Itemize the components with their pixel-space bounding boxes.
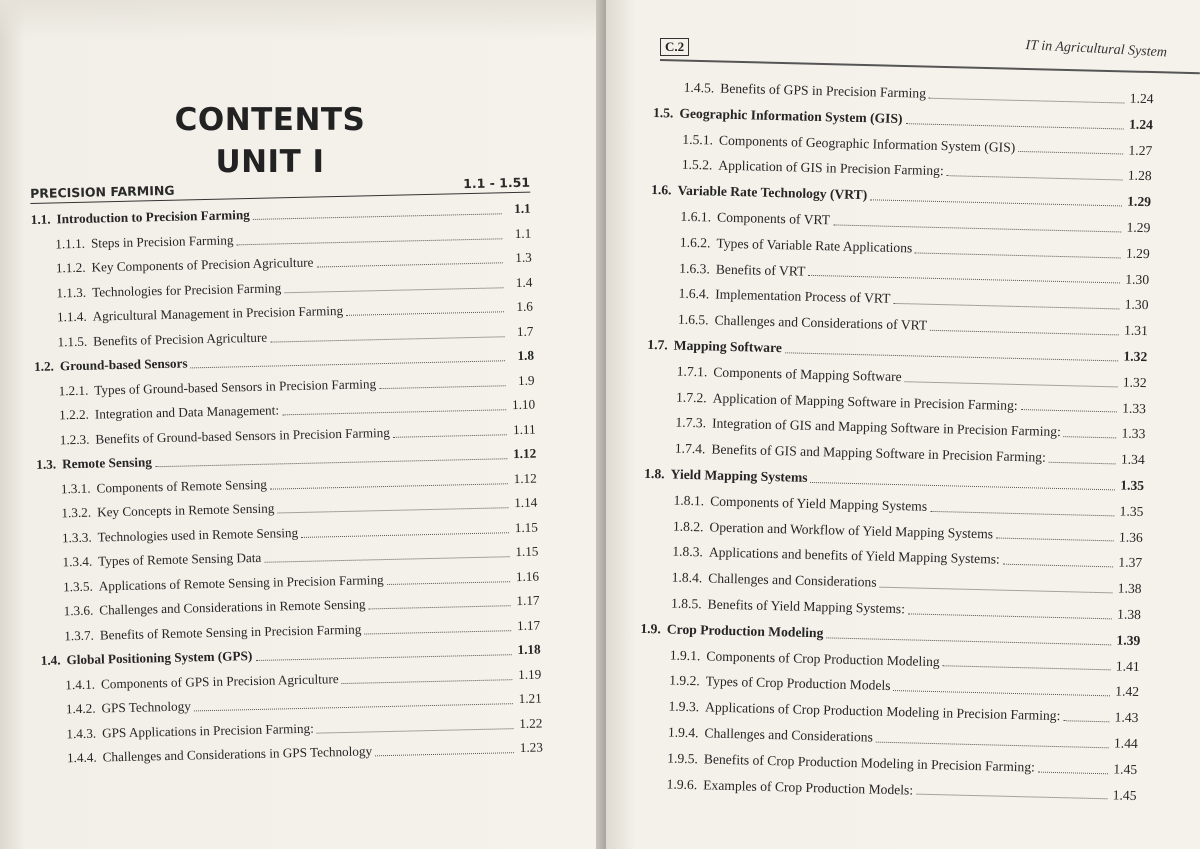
dot-leader [1021, 409, 1117, 413]
entry-title: Benefits of GPS in Precision Farming [720, 80, 927, 101]
entry-number: 1.3.7. [64, 627, 95, 643]
dot-leader [996, 537, 1114, 542]
entry-title: Implementation Process of VRT [715, 286, 891, 307]
entry-title: Crop Production Modeling [666, 621, 824, 641]
dot-leader [379, 384, 505, 389]
entry-title: Benefits of GIS and Mapping Software in Precision Farming: [711, 441, 1047, 465]
entry-page-number: 1.32 [1123, 348, 1148, 365]
entry-page-number: 1.3 [515, 249, 532, 266]
dot-leader [1064, 435, 1117, 438]
entry-title: Examples of Crop Production Models: [703, 776, 914, 798]
part-title: PRECISION FARMING [30, 182, 175, 201]
entry-title: Applications and benefits of Yield Mapping Systems: [708, 544, 1001, 567]
entry-number: 1.3.5. [62, 578, 93, 594]
dot-leader [810, 481, 1115, 490]
entry-number: 1.6.3. [679, 260, 711, 276]
entry-page-number: 1.38 [1116, 606, 1142, 622]
entry-page-number: 1.36 [1118, 529, 1144, 545]
dot-leader [194, 702, 513, 711]
dot-leader [284, 286, 503, 293]
entry-title: Applications of Remote Sensing in Precision Farming [98, 571, 384, 594]
entry-title: Components of Geographic Information System (GIS) [718, 132, 1016, 155]
dot-leader [375, 751, 514, 756]
unit-heading: UNIT I [215, 144, 325, 180]
entry-number: 1.7.1. [676, 363, 708, 380]
entry-page-number: 1.1 [513, 200, 531, 217]
entry-title: GPS Technology [101, 698, 192, 716]
entry-title: Mapping Software [673, 337, 783, 356]
entry-number: 1.9.2. [669, 672, 700, 689]
entry-page-number: 1.32 [1122, 374, 1147, 390]
entry-title: Technologies for Precision Farming [91, 279, 282, 300]
dot-leader [905, 380, 1118, 387]
entry-title: Types of Variable Rate Applications [716, 235, 913, 256]
entry-number: 1.5.1. [682, 131, 714, 148]
entry-page-number: 1.11 [512, 421, 536, 437]
entry-number: 1.5. [652, 104, 674, 121]
entry-title: Application of Mapping Software in Precision Farming: [712, 390, 1018, 413]
dot-leader [342, 678, 513, 684]
entry-page-number: 1.38 [1117, 580, 1142, 597]
dot-leader [905, 122, 1123, 129]
entry-number: 1.6.2. [679, 234, 711, 251]
dot-leader [191, 360, 506, 369]
entry-page-number: 1.17 [516, 617, 541, 633]
entry-title: Yield Mapping Systems [670, 466, 808, 485]
dot-leader [880, 586, 1113, 594]
entry-page-number: 1.29 [1127, 193, 1152, 210]
dot-leader [893, 302, 1119, 310]
entry-title: Global Positioning System (GPS) [66, 648, 253, 668]
entry-number: 1.4.1. [65, 676, 96, 692]
dot-leader [785, 351, 1118, 361]
entry-page-number: 1.6 [516, 298, 534, 314]
entry-title: Benefits of VRT [715, 261, 806, 279]
entry-number: 1.2.1. [58, 382, 89, 398]
entry-number: 1.9. [640, 620, 662, 637]
entry-title: Types of Ground-based Sensors in Precision Farming [94, 375, 377, 398]
entry-page-number: 1.1 [514, 225, 532, 241]
entry-page-number: 1.29 [1126, 219, 1151, 236]
entry-page-number: 1.15 [514, 519, 539, 535]
dot-leader [1018, 150, 1123, 155]
entry-number: 1.4.3. [66, 725, 97, 741]
entry-title: Challenges and Considerations in GPS Technology [102, 743, 373, 765]
entry-title: Components of Yield Mapping Systems [710, 493, 928, 514]
dot-leader [947, 174, 1123, 180]
entry-number: 1.8. [644, 465, 665, 482]
dot-leader [270, 335, 504, 342]
entry-page-number: 1.17 [516, 592, 540, 609]
entry-title: Components of Crop Production Modeling [706, 647, 940, 669]
dot-leader [255, 653, 511, 661]
dot-leader [346, 311, 504, 317]
entry-number: 1.6.4. [678, 286, 710, 302]
entry-number: 1.3.2. [61, 504, 92, 521]
dot-leader [826, 636, 1111, 645]
dot-leader [870, 198, 1122, 206]
contents-heading: CONTENTS [174, 102, 366, 138]
entry-title: Application of GIS in Precision Farming: [718, 157, 944, 179]
entry-page-number: 1.24 [1129, 90, 1154, 107]
entry-number: 1.1.3. [56, 284, 87, 300]
dot-leader [943, 665, 1111, 671]
dot-leader [1049, 461, 1116, 465]
entry-title: Integration and Data Management: [94, 402, 280, 422]
dot-leader [264, 555, 509, 563]
entry-page-number: 1.4 [515, 274, 533, 290]
dot-leader [237, 237, 503, 245]
dot-leader [317, 727, 514, 733]
entry-page-number: 1.44 [1113, 735, 1138, 751]
entry-page-number: 1.24 [1128, 116, 1154, 132]
running-head: IT in Agricultural System [1025, 38, 1168, 61]
entry-page-number: 1.29 [1125, 245, 1150, 261]
entry-number: 1.3.1. [60, 480, 91, 496]
dot-leader [364, 629, 511, 634]
entry-page-number: 1.10 [511, 396, 536, 413]
dot-leader [155, 457, 507, 467]
entry-title: Benefits of Precision Agriculture [93, 329, 268, 349]
entry-number: 1.6.5. [677, 311, 709, 328]
entry-title: Variable Rate Technology (VRT) [677, 182, 868, 203]
dot-leader [876, 740, 1109, 748]
entry-number: 1.3.6. [63, 602, 94, 619]
dot-leader [1003, 563, 1113, 568]
entry-title: Components of VRT [716, 209, 831, 228]
entry-page-number: 1.30 [1125, 271, 1150, 287]
page-tag: C.2 [660, 38, 689, 56]
entry-title: Ground-based Sensors [59, 355, 188, 374]
entry-title: Key Concepts in Remote Sensing [96, 500, 275, 520]
dot-leader [808, 274, 1120, 284]
entry-page-number: 1.31 [1123, 322, 1149, 339]
entry-number: 1.5.2. [681, 157, 713, 173]
dot-leader [893, 689, 1110, 696]
dot-leader [1063, 719, 1109, 722]
page-edge-shadow [0, 0, 606, 40]
entry-number: 1.7. [647, 336, 668, 353]
entry-page-number: 1.15 [515, 543, 539, 560]
entry-title: Components of GPS in Precision Agriculture [100, 670, 339, 692]
entry-number: 1.7.3. [675, 414, 707, 431]
entry-page-number: 1.34 [1120, 451, 1145, 468]
entry-page-number: 1.41 [1115, 657, 1140, 674]
entry-page-number: 1.45 [1113, 761, 1138, 777]
entry-page-number: 1.18 [517, 641, 541, 658]
entry-number: 1.9.1. [669, 647, 701, 663]
dot-leader [282, 409, 506, 416]
entry-number: 1.6.1. [680, 208, 712, 225]
dot-leader [317, 262, 503, 268]
entry-page-number: 1.27 [1128, 142, 1153, 158]
entry-title: Key Components of Precision Agriculture [91, 254, 314, 275]
entry-number: 1.3. [36, 456, 57, 472]
toc-list [30, 197, 543, 772]
entry-title: Challenges and Considerations of VRT [714, 312, 928, 333]
entry-title: Challenges and Considerations [708, 570, 877, 590]
entry-title: Types of Remote Sensing Data [98, 549, 262, 569]
dot-leader [915, 251, 1121, 258]
entry-number: 1.8.1. [673, 492, 705, 509]
entry-title: Geographic Information System (GIS) [679, 105, 903, 126]
entry-page-number: 1.21 [518, 690, 542, 707]
entry-number: 1.1.4. [56, 308, 87, 325]
entry-page-number: 1.22 [519, 715, 543, 731]
entry-page-number: 1.19 [517, 666, 542, 682]
entry-title: Components of Mapping Software [713, 364, 902, 384]
left-toc [30, 175, 543, 772]
entry-title: Introduction to Precision Farming [56, 207, 250, 227]
entry-number: 1.8.3. [672, 543, 704, 560]
entry-title: Benefits of Ground-based Sensors in Precision Farming [95, 424, 390, 447]
entry-number: 1.8.2. [672, 518, 704, 534]
dot-leader [930, 510, 1114, 517]
entry-page-number: 1.33 [1122, 400, 1147, 416]
entry-number: 1.9.6. [666, 776, 698, 792]
entry-number: 1.8.5. [670, 595, 702, 612]
entry-number: 1.4.2. [65, 700, 96, 717]
entry-page-number: 1.12 [512, 445, 537, 462]
entry-page-number: 1.23 [519, 739, 544, 756]
entry-title: Remote Sensing [61, 454, 152, 472]
entry-number: 1.7.4. [674, 440, 706, 457]
entry-page-number: 1.7 [516, 323, 534, 339]
entry-number: 1.2. [33, 358, 55, 374]
entry-number: 1.2.2. [59, 406, 90, 423]
header-rule [660, 59, 1200, 74]
dot-leader [369, 604, 511, 609]
part-pages: 1.1 - 1.51 [462, 174, 531, 192]
entry-page-number: 1.12 [513, 470, 537, 486]
entry-page-number: 1.30 [1124, 296, 1149, 313]
entry-page-number: 1.33 [1121, 425, 1146, 442]
entry-page-number: 1.8 [517, 347, 535, 363]
entry-title: Benefits of Crop Production Modeling in Precision Farming: [703, 751, 1036, 775]
entry-number: 1.1. [30, 211, 51, 227]
entry-page-number: 1.9 [517, 372, 535, 388]
entry-title: Integration of GIS and Mapping Software in Precision Farming: [711, 415, 1062, 440]
entry-page-number: 1.42 [1115, 683, 1140, 700]
entry-number: 1.1.5. [57, 333, 88, 349]
entry-title: Benefits of Remote Sensing in Precision Farming [99, 621, 362, 643]
dot-leader [929, 97, 1125, 104]
entry-page-number: 1.39 [1116, 632, 1141, 648]
dot-leader [301, 531, 509, 538]
entry-number: 1.9.4. [667, 724, 699, 741]
entry-number: 1.2.3. [59, 431, 90, 447]
right-page [606, 0, 1200, 849]
entry-title: Types of Crop Production Models [705, 673, 891, 694]
entry-page-number: 1.14 [514, 494, 538, 511]
toc-list [636, 74, 1153, 808]
dot-leader [387, 580, 510, 585]
entry-number: 1.3.3. [61, 529, 92, 545]
entry-number: 1.3.4. [62, 553, 93, 570]
dot-leader [916, 793, 1107, 800]
entry-title: Agricultural Management in Precision Farming [92, 302, 344, 324]
entry-page-number: 1.43 [1114, 709, 1139, 726]
entry-number: 1.6. [650, 182, 672, 198]
entry-number: 1.4. [40, 652, 61, 668]
dot-leader [277, 506, 508, 513]
dot-leader [908, 612, 1112, 619]
entry-number: 1.7.2. [675, 389, 707, 405]
entry-page-number: 1.35 [1119, 503, 1144, 519]
entry-number: 1.9.5. [667, 750, 699, 766]
dot-leader [393, 433, 507, 438]
dot-leader [833, 223, 1121, 232]
entry-title: GPS Applications in Precision Farming: [101, 720, 314, 741]
entry-number: 1.1.2. [55, 259, 86, 276]
entry-title: Technologies used in Remote Sensing [97, 524, 299, 545]
entry-title: Benefits of Yield Mapping Systems: [707, 596, 906, 617]
dot-leader [1038, 770, 1108, 774]
entry-page-number: 1.45 [1112, 786, 1137, 803]
entry-title: Challenges and Considerations in Remote Sensing [99, 596, 366, 618]
entry-page-number: 1.16 [515, 568, 540, 584]
entry-title: Components of Remote Sensing [96, 476, 268, 496]
entry-number: 1.4.5. [683, 79, 715, 96]
entry-number: 1.1.1. [55, 235, 86, 251]
right-toc [636, 74, 1153, 808]
entry-page-number: 1.37 [1118, 554, 1143, 571]
dot-leader [930, 329, 1119, 336]
dot-leader [253, 213, 502, 221]
dot-leader [270, 482, 508, 489]
entry-number: 1.4.4. [66, 749, 97, 766]
entry-page-number: 1.28 [1127, 168, 1152, 184]
entry-number: 1.8.4. [671, 569, 703, 586]
entry-title: Steps in Precision Farming [90, 231, 234, 251]
entry-number: 1.9.3. [668, 698, 700, 715]
entry-page-number: 1.35 [1120, 477, 1145, 494]
entry-title: Operation and Workflow of Yield Mapping Systems [709, 519, 994, 541]
entry-title: Challenges and Considerations [704, 725, 874, 745]
entry-title: Applications of Crop Production Modeling in Precision Farming: [704, 699, 1061, 724]
